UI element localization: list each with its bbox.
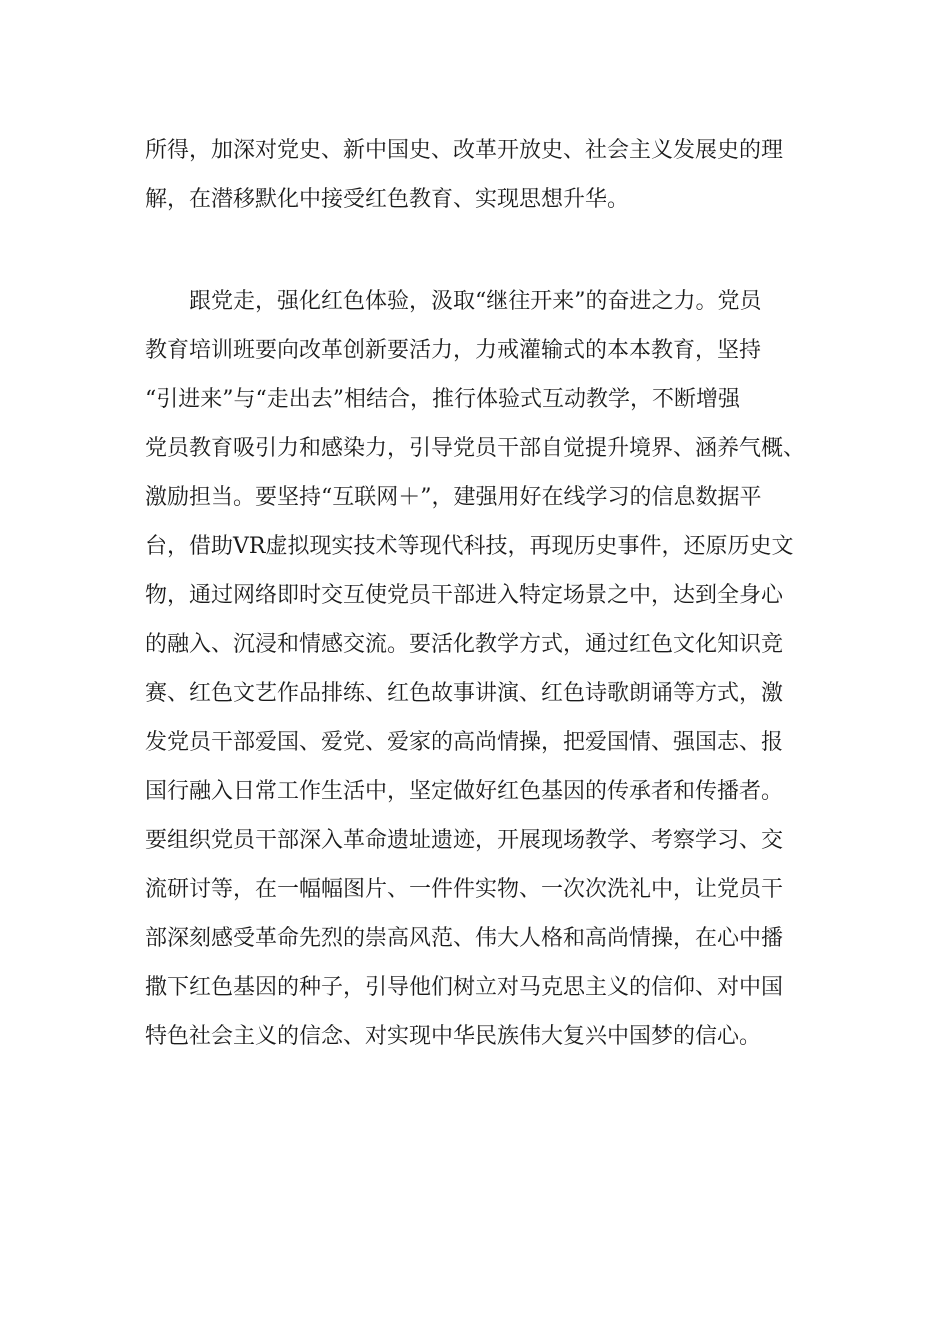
text-line: 要组织党员干部深入革命遗址遗迹，开展现场教学、考察学习、交	[145, 828, 784, 853]
text-line: 跟党走，强化红色体验，汲取“继往开来”的奋进之力。党员	[145, 289, 762, 314]
text-line: 党员教育吸引力和感染力，引导党员干部自觉提升境界、涵养气概、	[145, 436, 806, 461]
text-line: 物，通过网络即时交互使党员干部进入特定场景之中，达到全身心	[145, 583, 784, 608]
text-line: “引进来”与“走出去”相结合，推行体验式互动教学，不断增强	[145, 387, 740, 412]
paragraph-1	[145, 126, 815, 224]
text-line: 撒下红色基因的种子，引导他们树立对马克思主义的信仰、对中国	[145, 975, 784, 1000]
text-line: 解，在潜移默化中接受红色教育、实现思想升华。	[145, 187, 630, 212]
text-line: 台，借助VR虚拟现实技术等现代科技，再现历史事件，还原历史文	[145, 534, 794, 559]
text-line: 部深刻感受革命先烈的崇高风范、伟大人格和高尚情操，在心中播	[145, 926, 784, 951]
text-line: 国行融入日常工作生活中，坚定做好红色基因的传承者和传播者。	[145, 779, 784, 804]
text-line: 特色社会主义的信念、对实现中华民族伟大复兴中国梦的信心。	[145, 1024, 762, 1049]
paragraph-2	[145, 277, 815, 1061]
text-line: 教育培训班要向改革创新要活力，力戒灌输式的本本教育，坚持	[145, 338, 762, 363]
text-line: 所得，加深对党史、新中国史、改革开放史、社会主义发展史的理	[145, 138, 784, 163]
text-line: 流研讨等，在一幅幅图片、一件件实物、一次次洗礼中，让党员干	[145, 877, 784, 902]
text-line: 发党员干部爱国、爱党、爱家的高尚情操，把爱国情、强国志、报	[145, 730, 784, 755]
text-line: 赛、红色文艺作品排练、红色故事讲演、红色诗歌朗诵等方式，激	[145, 681, 784, 706]
text-line: 的融入、沉浸和情感交流。要活化教学方式，通过红色文化知识竞	[145, 632, 784, 657]
text-line: 激励担当。要坚持“互联网＋”，建强用好在线学习的信息数据平	[145, 485, 762, 510]
